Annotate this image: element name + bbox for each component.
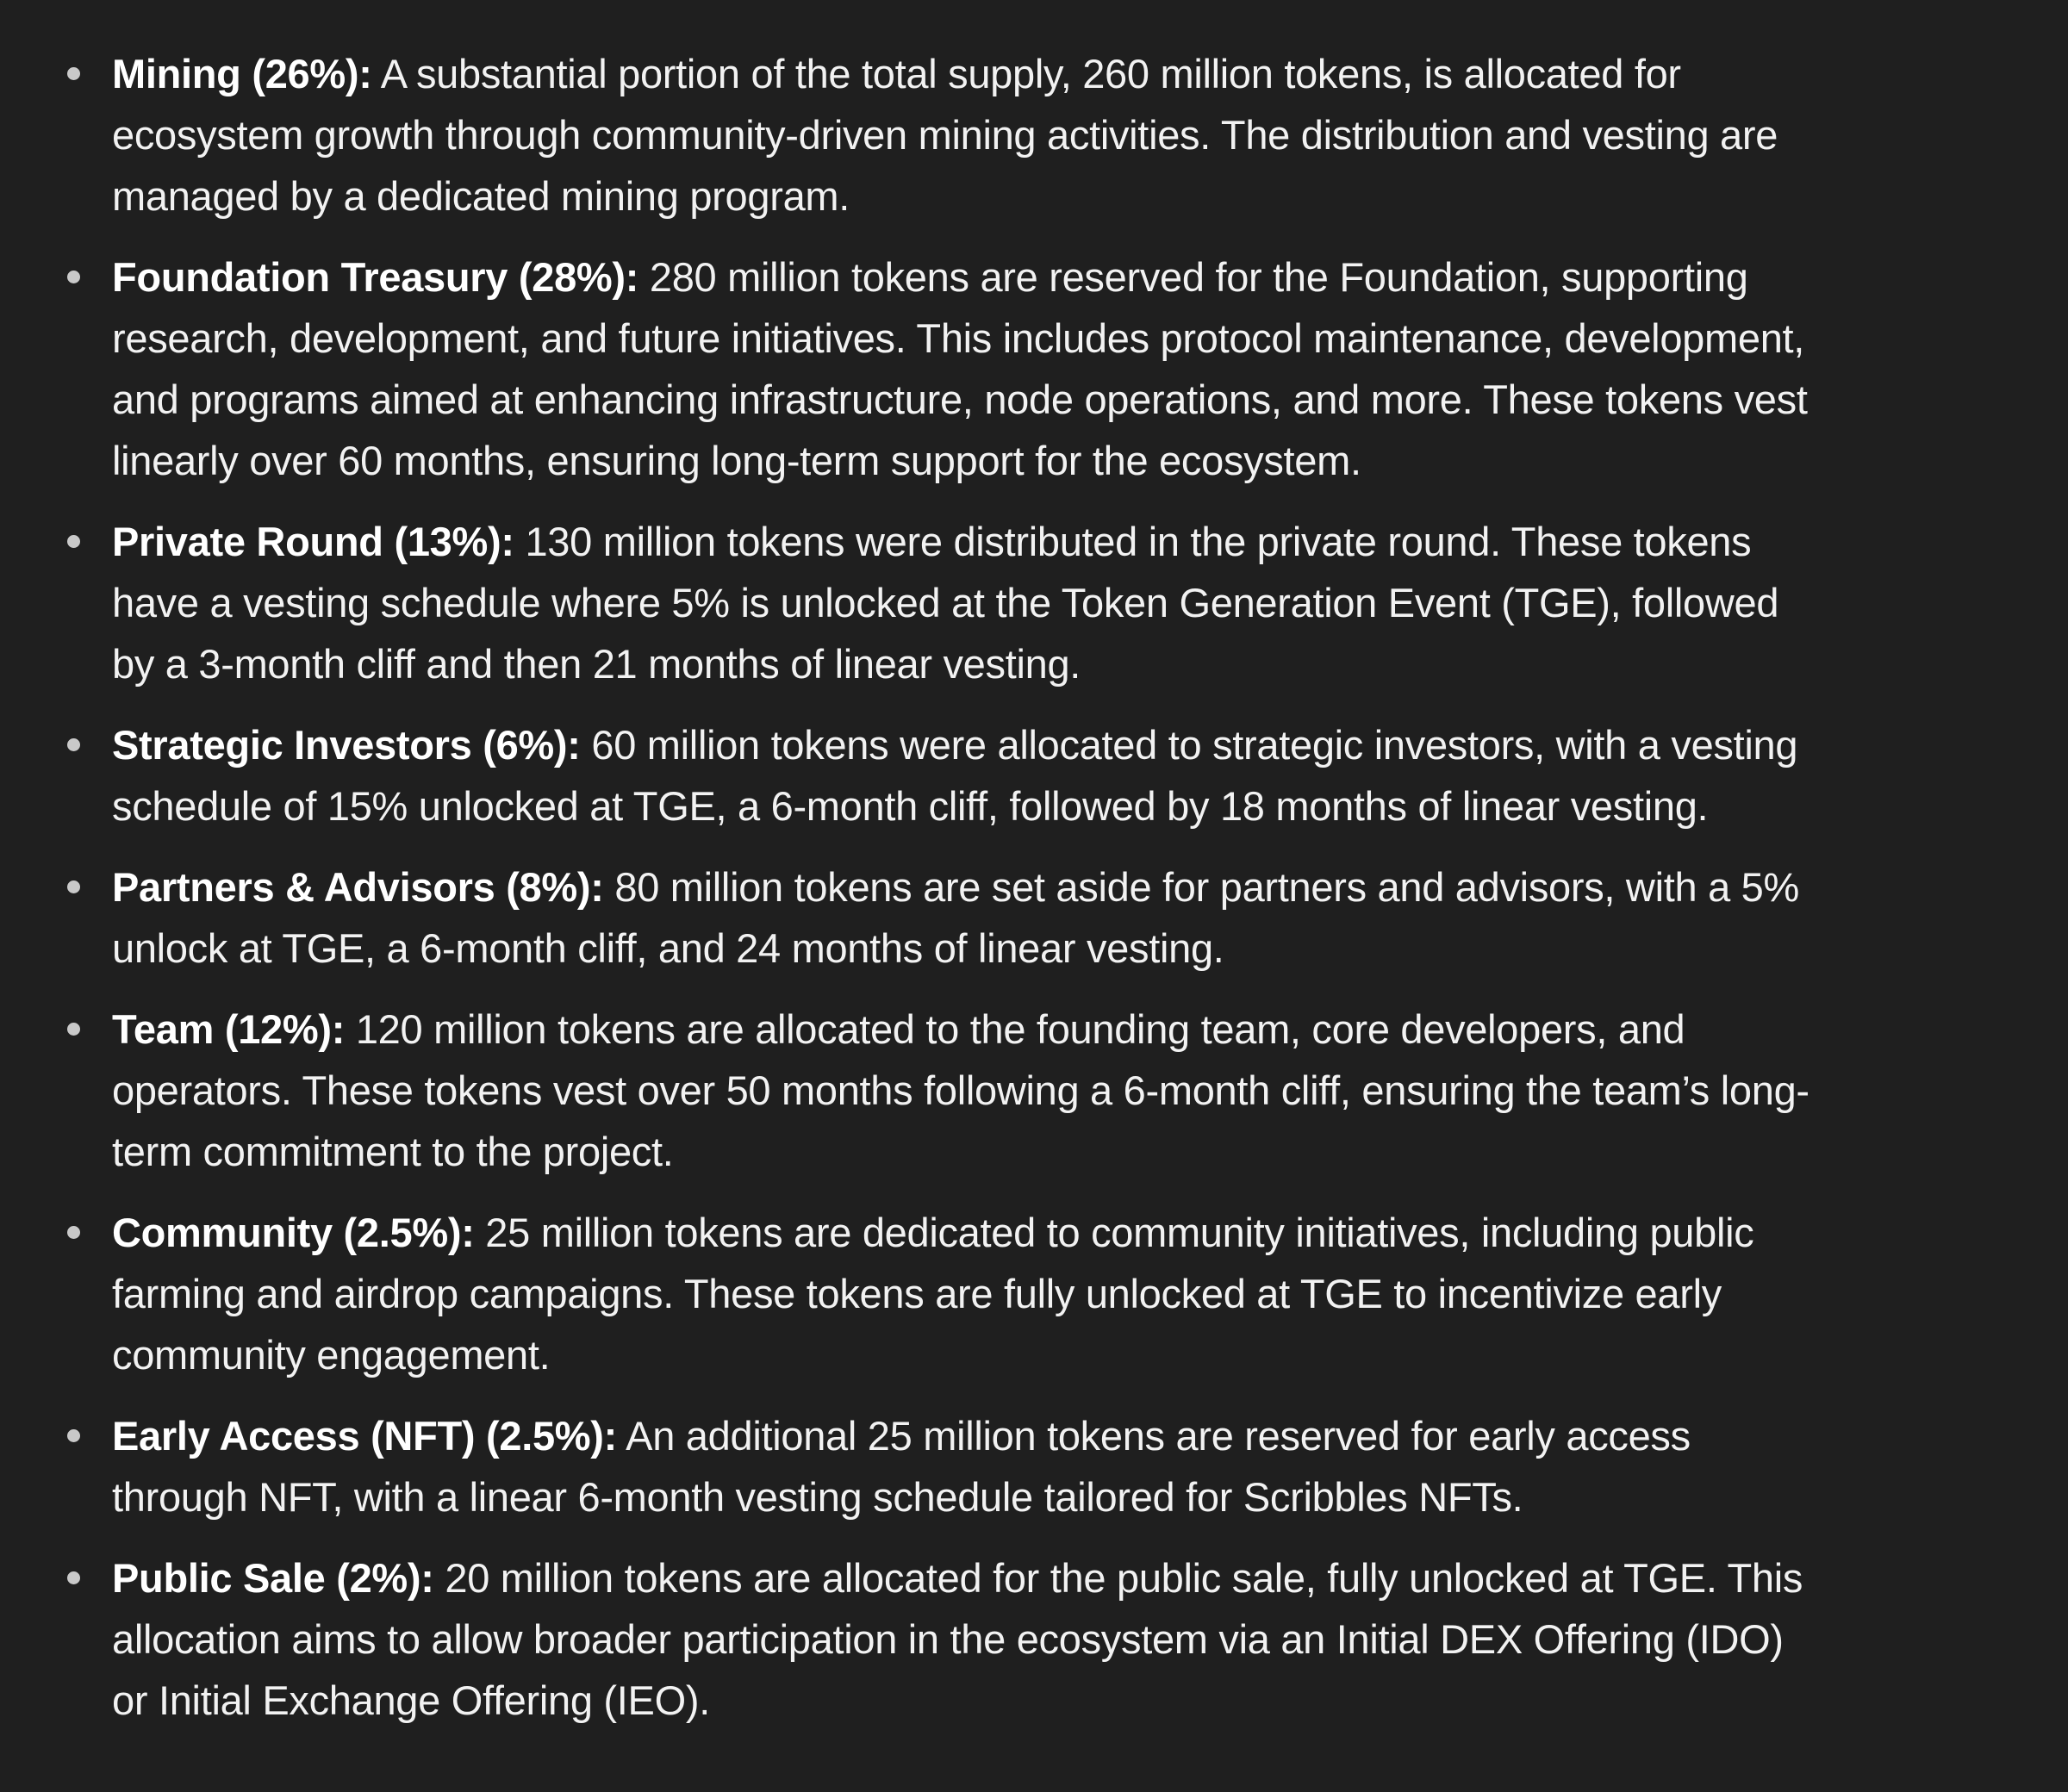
item-text: 20 million tokens are allocated for the public sale, fully unlocked at TGE. This allocation aims to allow broader participation in the ecosystem via an Initial DEX Offering (IDO) or Initial Exchange Offering (IEO). xyxy=(112,1555,1803,1723)
item-label: Team (12%): xyxy=(112,1006,346,1052)
bullet-icon xyxy=(67,67,80,80)
item-text: 80 million tokens are set aside for partners and advisors, with a 5% unlock at TGE, a 6-month cliff, and 24 months of linear vesting. xyxy=(112,864,1799,971)
bullet-icon xyxy=(67,271,80,283)
bullet-icon xyxy=(67,738,80,751)
list-item-private-round xyxy=(112,511,1827,694)
bullet-icon xyxy=(67,1429,80,1442)
item-label: Strategic Investors (6%): xyxy=(112,722,581,768)
list-item-community xyxy=(112,1202,1827,1385)
list-item-strategic-investors xyxy=(112,714,1827,837)
item-label: Public Sale (2%): xyxy=(112,1555,434,1601)
list-item-early-access-nft xyxy=(112,1405,1827,1528)
bullet-icon xyxy=(67,535,80,548)
bullet-icon xyxy=(67,880,80,893)
item-text: 25 million tokens are dedicated to community initiatives, including public farming and airdrop campaigns. These tokens are fully unlocked at TGE to incentivize early community engagement. xyxy=(112,1210,1754,1378)
item-label: Early Access (NFT) (2.5%): xyxy=(112,1413,617,1459)
list-item-public-sale xyxy=(112,1547,1827,1731)
item-label: Community (2.5%): xyxy=(112,1210,475,1255)
item-text: A substantial portion of the total supply, 260 million tokens, is allocated for ecosystem growth through community-driven mining activities. The distribution and vesting are managed by a dedicated mining program. xyxy=(112,51,1778,219)
list-item-team xyxy=(112,999,1827,1182)
item-text: 130 million tokens were distributed in the private round. These tokens have a vesting schedule where 5% is unlocked at the Token Generation Event (TGE), followed by a 3-month cliff and then 21 months of linear vesting. xyxy=(112,519,1779,687)
bullet-icon xyxy=(67,1023,80,1036)
item-text: 280 million tokens are reserved for the Foundation, supporting research, development, and future initiatives. This includes protocol maintenance, development, and programs aimed at enhancing infrastructure, node operations, and more. These tokens vest linearly over 60 months, ensuring long-term support for the ecosystem. xyxy=(112,254,1808,483)
list-item-mining xyxy=(112,43,1827,227)
item-text: 60 million tokens were allocated to strategic investors, with a vesting schedule of 15% unlocked at TGE, a 6-month cliff, followed by 18 months of linear vesting. xyxy=(112,722,1798,829)
bullet-icon xyxy=(67,1571,80,1584)
item-text: An additional 25 million tokens are reserved for early access through NFT, with a linear 6-month vesting schedule tailored for Scribbles NFTs. xyxy=(112,1413,1691,1520)
list-item-partners-advisors xyxy=(112,856,1827,979)
item-label: Foundation Treasury (28%): xyxy=(112,254,639,300)
item-label: Partners & Advisors (8%): xyxy=(112,864,604,910)
bullet-icon xyxy=(67,1226,80,1239)
item-text: 120 million tokens are allocated to the founding team, core developers, and operators. These tokens vest over 50 months following a 6-month cliff, ensuring the team’s long-term commitment to the project. xyxy=(112,1006,1810,1174)
item-label: Private Round (13%): xyxy=(112,519,514,564)
item-label: Mining (26%): xyxy=(112,51,372,96)
list-item-foundation-treasury xyxy=(112,246,1827,491)
